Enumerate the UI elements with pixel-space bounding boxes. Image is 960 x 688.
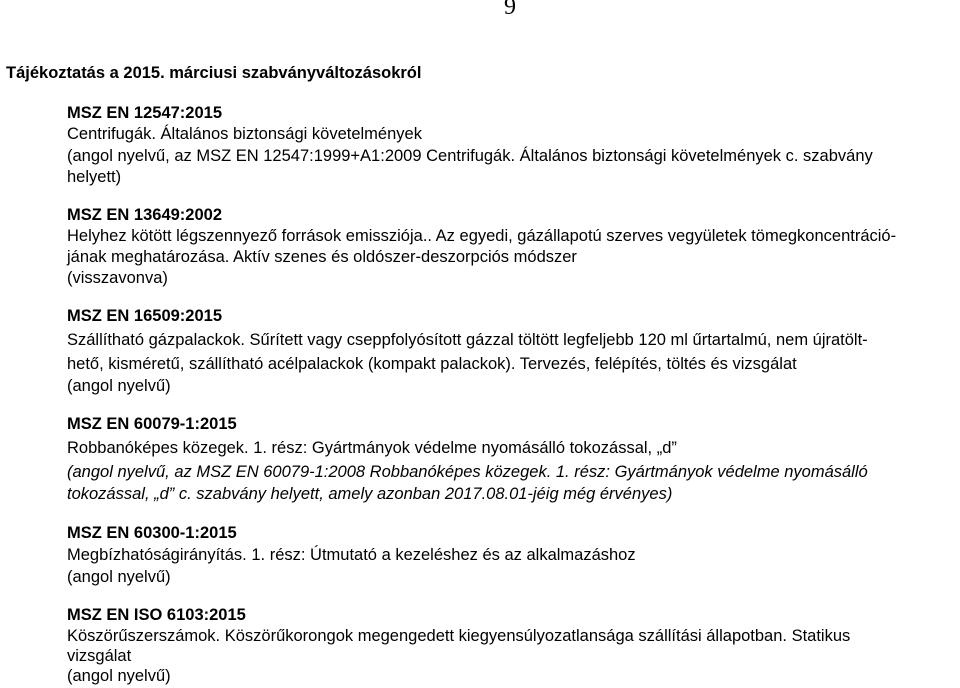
standard-code: MSZ EN 16509:2015	[67, 307, 223, 325]
standard-title: Köszörűszerszámok. Köszörűkorongok megengedett kiegyensúlyozatlansága szállítási állapotban. Statikus	[67, 627, 851, 645]
standard-note: helyett)	[67, 168, 122, 186]
standard-code: MSZ EN 60300-1:2015	[67, 524, 237, 542]
standard-title: Centrifugák. Általános biztonsági követelmények	[67, 125, 422, 143]
heading-prefix: Tájékoztatás a	[6, 64, 124, 82]
standard-title: vizsgálat	[67, 647, 132, 665]
standard-note: (visszavonva)	[67, 269, 168, 287]
standard-note: (angol nyelvű)	[67, 377, 171, 395]
standard-title: Helyhez kötött légszennyező források emissziója.. Az egyedi, gázállapotú szerves vegyületek tömegkoncentráció-	[67, 227, 897, 245]
heading-suffix: szabványváltozásokról	[237, 64, 422, 82]
standard-code: MSZ EN 12547:2015	[67, 104, 223, 122]
standard-note: (angol nyelvű, az MSZ EN 60079-1:2008 Robbanóképes közegek. 1. rész: Gyártmányok védelme nyomásálló	[67, 463, 868, 481]
standard-title: Szállítható gázpalackok. Sűrített vagy cseppfolyósított gázzal töltött legfeljebb 120 ml űrtartalmú, nem újratölt-	[67, 331, 868, 349]
standard-code: MSZ EN ISO 6103:2015	[67, 606, 246, 624]
heading-date-link[interactable]: 2015. márciusi	[123, 64, 238, 82]
standard-note: (angol nyelvű, az MSZ EN 12547:1999+A1:2009 Centrifugák. Általános biztonsági követelmények c. szabvány	[67, 147, 873, 165]
page-number: 9	[504, 0, 516, 20]
standard-code: MSZ EN 13649:2002	[67, 206, 223, 224]
standard-note: (angol nyelvű)	[67, 568, 171, 586]
standard-title: hető, kisméretű, szállítható acélpalackok (kompakt palackok). Tervezés, felépítés, töltés és vizsgálat	[67, 355, 797, 373]
standard-code: MSZ EN 60079-1:2015	[67, 415, 237, 433]
standard-title: Megbízhatóságirányítás. 1. rész: Útmutató a kezeléshez és az alkalmazáshoz	[67, 546, 636, 564]
standard-note: (angol nyelvű)	[67, 667, 171, 685]
page-heading	[6, 63, 421, 83]
standard-note: tokozással, „d” c. szabvány helyett, amely azonban 2017.08.01-jéig még érvényes)	[67, 485, 673, 503]
standard-title: jának meghatározása. Aktív szenes és oldószer-deszorpciós módszer	[67, 248, 577, 266]
standard-title: Robbanóképes közegek. 1. rész: Gyártmányok védelme nyomásálló tokozással, „d”	[67, 439, 677, 457]
